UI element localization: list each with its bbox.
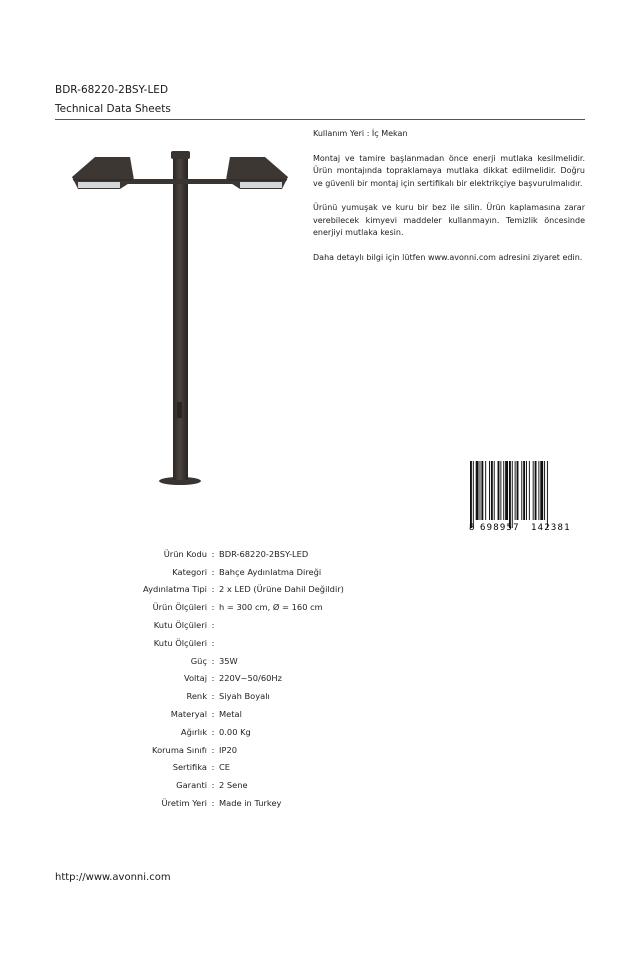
spec-row [60, 723, 480, 741]
spec-row [60, 741, 480, 759]
spec-row [60, 545, 480, 563]
spec-value: 0.00 Kg [219, 726, 251, 737]
spec-value: 2 Sene [219, 780, 248, 791]
spec-label: Kutu Ölçüleri [153, 620, 207, 631]
barcode-bar [535, 461, 537, 520]
spec-value: 220V~50/60Hz [219, 673, 282, 684]
barcode-right-digits: 142381 [531, 523, 571, 532]
spec-label: Ürün Ölçüleri [152, 602, 207, 613]
spec-row [60, 670, 480, 688]
spec-value: 35W [219, 655, 238, 666]
cross-arm [128, 179, 233, 184]
product-code-title: BDR-68220-2BSY-LED [55, 84, 169, 96]
barcode-bar [489, 461, 490, 520]
spec-separator: : [211, 602, 215, 613]
spec-label: Kategori [172, 566, 207, 577]
barcode-bar [491, 461, 493, 520]
barcode-bar [515, 461, 516, 520]
spec-label: Ağırlık [180, 726, 207, 737]
spec-value: BDR-68220-2BSY-LED [219, 548, 309, 559]
barcode-left-digits: 698957 [480, 523, 520, 532]
spec-value: h = 300 cm, Ø = 160 cm [219, 602, 323, 613]
cleaning-instructions: Ürünü yumuşak ve kuru bir bez ile silin. Ürün kaplamasına zarar verebilecek kimyevi maddeler kullanmayın. Temizlik öncesinde enerjiyi mutlaka kesin. [313, 203, 585, 237]
spec-separator: : [211, 655, 215, 666]
spec-separator: : [211, 762, 215, 773]
spec-separator: : [211, 780, 215, 791]
spec-value: Made in Turkey [219, 798, 282, 809]
right-lamp-head [226, 157, 288, 189]
spec-value: Bahçe Aydınlatma Direği [219, 566, 322, 577]
barcode-bar [480, 461, 481, 520]
barcode-bar [500, 461, 501, 520]
barcode-bar [533, 461, 534, 520]
spec-row [60, 687, 480, 705]
spec-value: Metal [219, 709, 242, 720]
spec-row [60, 652, 480, 670]
spec-label: Sertifika [172, 762, 207, 773]
barcode-bar [523, 461, 525, 520]
barcode-bar [494, 461, 495, 520]
spec-separator: : [211, 548, 215, 559]
spec-separator: : [211, 584, 215, 595]
spec-row [60, 563, 480, 581]
spec-label: Güç [190, 655, 207, 666]
installation-warning: Montaj ve tamire başlanmadan önce enerji mutlaka kesilmelidir. Ürün montajında topraklamaya mutlaka dikkat edilmelidir. Doğru ve güvenli bir montaj için sertifikalı bir elektrikçiye başvurulmalıdır. [313, 153, 585, 188]
left-lamp-head [72, 157, 134, 189]
spec-separator: : [211, 691, 215, 702]
spec-row [60, 581, 480, 599]
spec-row [60, 776, 480, 794]
spec-label: Renk [186, 691, 207, 702]
barcode-bar [498, 461, 500, 520]
barcode-bar [476, 461, 479, 520]
spec-separator: : [211, 620, 215, 631]
spec-label: Voltaj [183, 673, 207, 684]
barcode-bar [509, 461, 511, 528]
barcode [468, 460, 585, 532]
pole-access-door [177, 402, 182, 418]
spec-label: Materyal [170, 709, 207, 720]
barcode-bar [526, 461, 527, 520]
spec-label: Ürün Kodu [163, 548, 207, 559]
header-divider [55, 119, 585, 120]
barcode-bar [529, 461, 530, 520]
info-text-block [313, 128, 585, 276]
spec-separator: : [211, 637, 215, 648]
barcode-bar [503, 461, 504, 520]
barcode-bar [505, 461, 508, 520]
spec-value: 2 x LED (Ürüne Dahil Değildir) [219, 584, 344, 595]
spec-separator: : [211, 726, 215, 737]
barcode-bar [547, 461, 548, 528]
more-info-note: Daha detaylı bilgi için lütfen www.avonni.com adresini ziyaret edin. [313, 252, 583, 262]
document-subtitle: Technical Data Sheets [55, 103, 171, 115]
spec-separator: : [211, 673, 215, 684]
barcode-first-digit: 8 [469, 523, 475, 532]
spec-label: Garanti [176, 780, 207, 791]
spec-label: Kutu Ölçüleri [153, 637, 207, 648]
barcode-bars [470, 461, 548, 528]
specifications-table [60, 545, 480, 812]
spec-label: Üretim Yeri [161, 798, 207, 809]
barcode-bar [517, 461, 519, 520]
product-image [60, 140, 300, 500]
barcode-bar [521, 461, 522, 520]
pole-cap [171, 151, 190, 159]
spec-row [60, 794, 480, 812]
document-header [55, 83, 585, 116]
footer-website-url: http://www.avonni.com [55, 872, 171, 883]
spec-value: Siyah Boyalı [219, 691, 270, 702]
spec-value: CE [219, 762, 231, 773]
spec-row [60, 598, 480, 616]
spec-value: IP20 [219, 744, 238, 755]
spec-label: Aydınlatma Tipi [143, 584, 207, 595]
spec-separator: : [211, 566, 215, 577]
barcode-bar [481, 461, 483, 520]
barcode-bar [485, 461, 486, 520]
spec-row [60, 616, 480, 634]
barcode-bar [538, 461, 539, 520]
spec-separator: : [211, 798, 215, 809]
spec-separator: : [211, 709, 215, 720]
barcode-bar [470, 461, 472, 528]
spec-separator: : [211, 744, 215, 755]
spec-row [60, 705, 480, 723]
spec-row [60, 634, 480, 652]
spec-label: Koruma Sınıfı [152, 744, 207, 755]
usage-location: Kullanım Yeri : İç Mekan [313, 129, 408, 138]
barcode-bar [544, 461, 545, 520]
pole-shaft [173, 158, 188, 480]
barcode-bar [473, 461, 474, 528]
spec-row [60, 759, 480, 777]
barcode-bar [512, 461, 513, 528]
barcode-bar [540, 461, 543, 520]
